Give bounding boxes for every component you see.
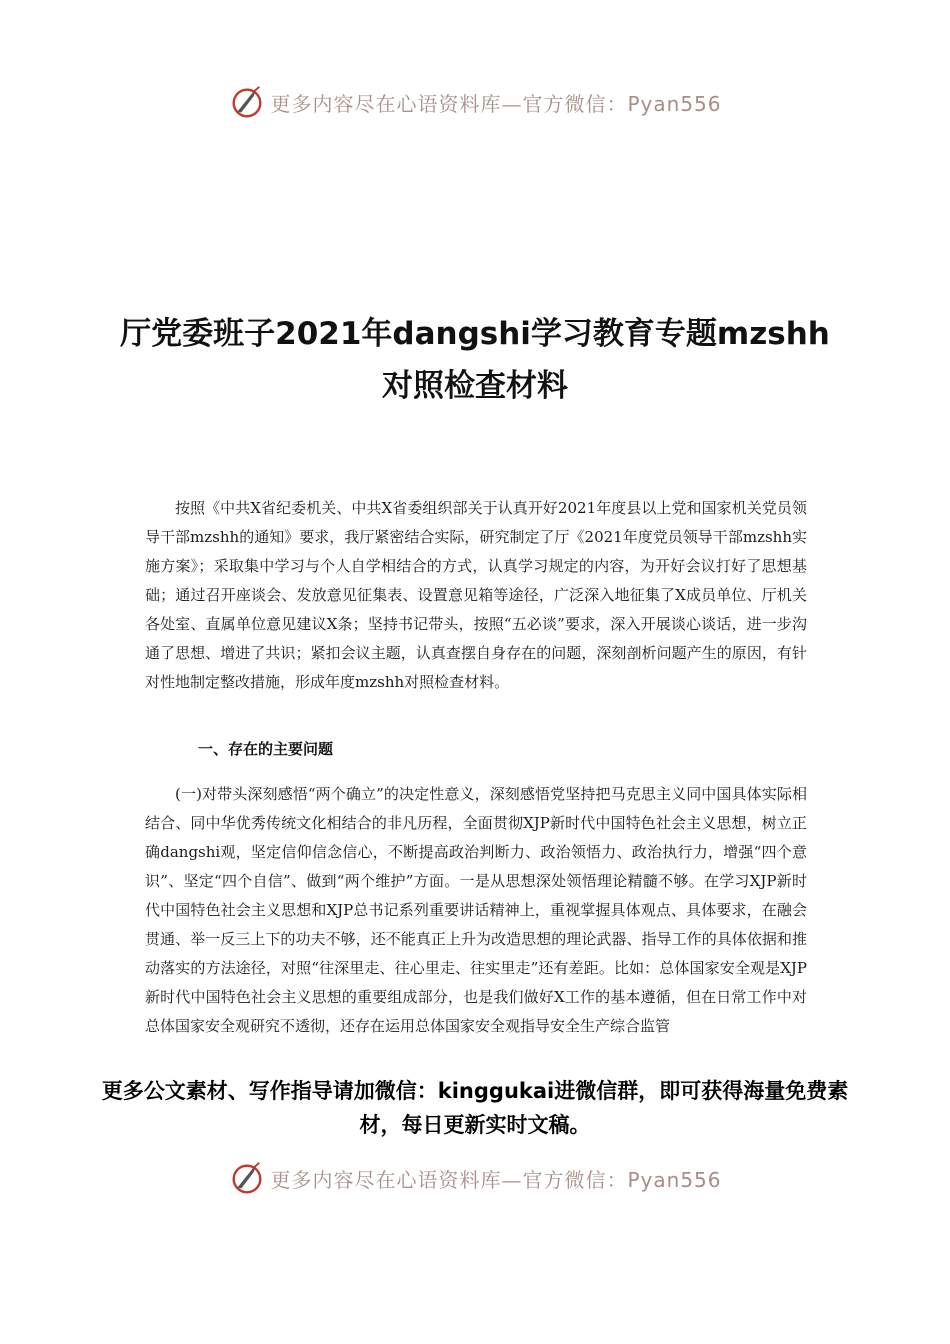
quill-logo-icon [228, 83, 266, 121]
header-banner-wechat: Pyan556 [627, 91, 722, 116]
section-heading: 一、存在的主要问题 [198, 740, 334, 758]
footer-banner-wechat: Pyan556 [627, 1167, 722, 1192]
header-banner [0, 80, 950, 124]
intro-paragraph: 按照《中共X省纪委机关、中共X省委组织部关于认真开好2021年度县以上党和国家机关党员领导干部mzshh的通知》要求，我厅紧密结合实际，研究制定了厅《2021年度党员领导干部mzshh实施方案》；采取集中学习与个人自学相结合的方式，认真学习规定的内容，为开好会议打好了思想基础；通过召开座谈会、发放意见征集表、设置意见箱等途径，广泛深入地征集了X成员单位、厅机关各处室、直属单位意见建议X条；坚持书记带头，按照“五必谈”要求，深入开展谈心谈话，进一步沟通了思想、增进了共识；紧扣会议主题，认真查摆自身存在的问题，深刻剖析问题产生的原因，有针对性地制定整改措施，形成年度mzshh对照检查材料。 [145, 499, 807, 691]
header-banner-text [270, 88, 721, 117]
header-banner-label: 更多内容尽在心语资料库—官方微信： [270, 91, 628, 116]
promo-text: 更多公文素材、写作指导请加微信：kinggukai进微信群，即可获得海量免费素材，每日更新实时文稿。 [101, 1079, 849, 1137]
quill-logo-icon [228, 1159, 266, 1197]
footer-banner [0, 1156, 950, 1200]
section-paragraph: (一)对带头深刻感悟“两个确立”的决定性意义，深刻感悟党坚持把马克思主义同中国具体实际相结合、同中华优秀传统文化相结合的非凡历程，全面贯彻XJP新时代中国特色社会主义思想，树立正确dangshi观，坚定信仰信念信心，不断提高政治判断力、政治领悟力、政治执行力，增强“四个意识”、坚定“四个自信”、做到“两个维护”方面。一是从思想深处领悟理论精髓不够。在学习XJP新时代中国特色社会主义思想和XJP总书记系列重要讲话精神上，重视掌握具体观点、具体要求，在融会贯通、举一反三上下的功夫不够，还不能真正上升为改造思想的理论武器、指导工作的具体依据和推动落实的方法途径，对照“往深里走、往心里走、往实里走”还有差距。比如：总体国家安全观是XJP新时代中国特色社会主义思想的重要组成部分，也是我们做好X工作的基本遵循，但在日常工作中对总体国家安全观研究不透彻，还存在运用总体国家安全观指导安全生产综合监管 [145, 785, 807, 1035]
footer-banner-text [270, 1164, 721, 1193]
footer-banner-label: 更多内容尽在心语资料库—官方微信： [270, 1167, 628, 1192]
document-title: 厅党委班子2021年dangshi学习教育专题mzshh对照检查材料 [120, 316, 830, 404]
